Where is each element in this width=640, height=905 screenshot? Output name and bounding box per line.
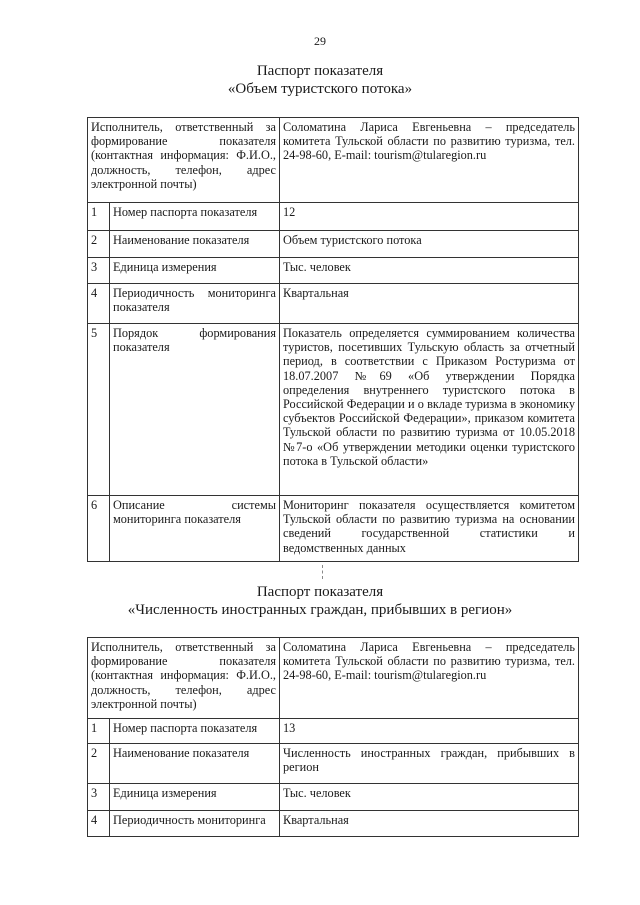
passport-1-executor-label: Исполнитель, ответственный за формирование показателя (контактная информация: Ф.И.О., должность, телефон, адрес электронной почты)	[88, 118, 280, 203]
passport-1-executor-row	[88, 118, 579, 203]
passport-2-executor-label: Исполнитель, ответственный за формирование показателя (контактная информация: Ф.И.О., должность, телефон, адрес электронной почты)	[88, 638, 280, 719]
passport-2-title-line-1: Паспорт показателя	[256, 584, 384, 600]
table-row	[88, 744, 579, 784]
table-row	[88, 258, 579, 284]
passport-2-executor-value: Соломатина Лариса Евгеньевна – председатель комитета Тульской области по развитию туризма, тел. 24-98-60, E-mail: tourism@tularegion.ru	[280, 638, 579, 719]
row-name: Периодичность мониторинга показателя	[110, 284, 280, 324]
row-value: Объем туристского потока	[280, 231, 579, 258]
row-number: 4	[88, 811, 110, 837]
table-row	[88, 284, 579, 324]
row-number: 2	[88, 231, 110, 258]
row-name: Периодичность мониторинга	[110, 811, 280, 837]
row-number: 3	[88, 258, 110, 284]
row-value: Тыс. человек	[280, 784, 579, 811]
passport-2-executor-row	[88, 638, 579, 719]
passport-1-title-line-1: Паспорт показателя	[256, 63, 384, 79]
table-row	[88, 324, 579, 496]
row-name: Единица измерения	[110, 258, 280, 284]
row-number: 1	[88, 719, 110, 744]
row-name: Единица измерения	[110, 784, 280, 811]
table-row	[88, 811, 579, 837]
passport-1-table	[87, 117, 579, 562]
row-value: 12	[280, 203, 579, 231]
row-number: 6	[88, 496, 110, 562]
table-row	[88, 496, 579, 562]
row-name: Номер паспорта показателя	[110, 719, 280, 744]
passport-1-title	[0, 62, 640, 98]
table-row	[88, 784, 579, 811]
passport-2-title-line-2: «Численность иностранных граждан, прибывших в регион»	[127, 602, 513, 618]
row-value: Мониторинг показателя осуществляется комитетом Тульской области по развитию туризма на основании сведений государственной статистики и ведомственных данных	[280, 496, 579, 562]
row-value: 13	[280, 719, 579, 744]
row-value: Квартальная	[280, 811, 579, 837]
table-row	[88, 231, 579, 258]
passport-1-executor-value: Соломатина Лариса Евгеньевна – председатель комитета Тульской области по развитию туризма, тел. 24-98-60, E-mail: tourism@tularegion.ru	[280, 118, 579, 203]
row-name: Описание системы мониторинга показателя	[110, 496, 280, 562]
row-value: Тыс. человек	[280, 258, 579, 284]
divider-mark	[322, 565, 324, 579]
row-number: 1	[88, 203, 110, 231]
row-name: Наименование показателя	[110, 231, 280, 258]
row-value: Квартальная	[280, 284, 579, 324]
row-number: 5	[88, 324, 110, 496]
row-name: Наименование показателя	[110, 744, 280, 784]
row-number: 2	[88, 744, 110, 784]
row-name: Порядок формирования показателя	[110, 324, 280, 496]
row-value: Численность иностранных граждан, прибывших в регион	[280, 744, 579, 784]
row-number: 4	[88, 284, 110, 324]
table-row	[88, 719, 579, 744]
passport-2-table	[87, 637, 579, 837]
table-row	[88, 203, 579, 231]
row-name: Номер паспорта показателя	[110, 203, 280, 231]
passport-1-title-line-2: «Объем туристского потока»	[227, 81, 413, 97]
row-number: 3	[88, 784, 110, 811]
passport-2-title	[0, 583, 640, 619]
row-value: Показатель определяется суммированием количества туристов, посетивших Тульскую область за отчетный период, в соответствии с Приказом Ростуризма от 18.07.2007 №69 «Об утверждении Порядка определения внутреннего туристского потока в Российской Федерации и о вкладе туризма в экономику субъектов Российской Федерации», приказом комитета Тульской области по развитию туризма от 10.05.2018 №7-о «Об утверждении методики оценки туристского потока в Тульской области»	[280, 324, 579, 496]
page-number: 29	[314, 34, 326, 48]
